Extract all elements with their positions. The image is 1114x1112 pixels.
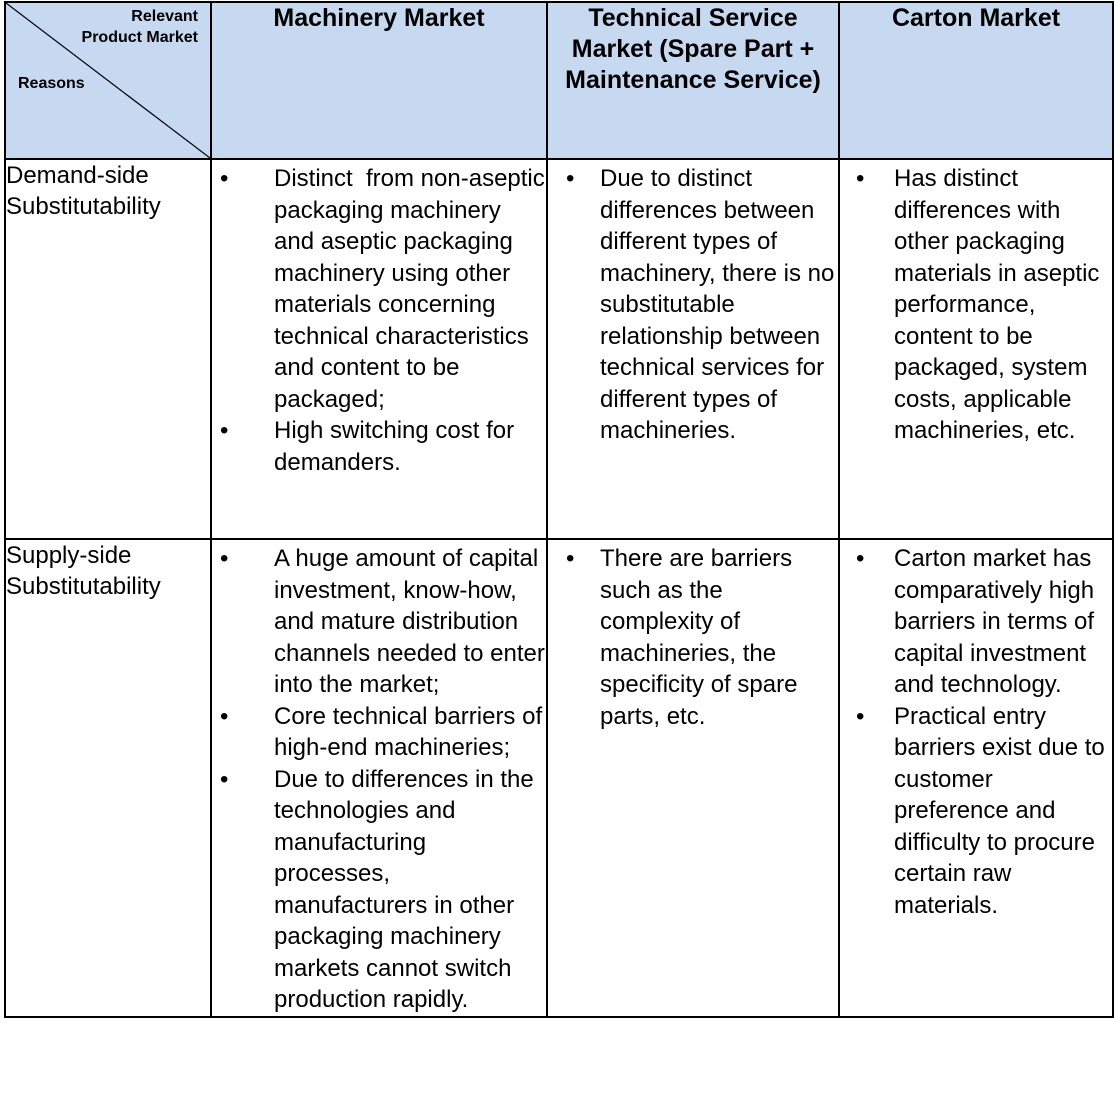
bullet-icon: • — [220, 417, 229, 444]
table-row-demand-side — [5, 159, 1113, 539]
list-item: • A huge amount of capital investment, know-how, and mature distribution channels needed to enter into the market; — [220, 545, 545, 698]
cell-supply-carton — [839, 539, 1113, 1017]
list-item: • Due to differences in the technologies and manufacturing processes, manufacturers in other packaging machinery markets cannot switch production rapidly. — [220, 765, 534, 1013]
bullet-icon: • — [220, 702, 229, 730]
market-analysis-table — [4, 1, 1114, 1018]
corner-header-cell — [5, 2, 211, 159]
bullet-icon: • — [566, 165, 575, 192]
bullet-icon: • — [220, 765, 229, 793]
bullet-list — [548, 160, 838, 447]
bullet-icon: • — [856, 702, 865, 730]
bullet-list — [840, 540, 1112, 921]
row-label-demand-side: Demand-side Substitutability — [5, 159, 211, 539]
list-item: • Distinct from non-aseptic packaging machinery and aseptic packaging machinery using other materials concerning technical characteristics and content to be packaged; — [220, 165, 552, 413]
column-header-machinery: Machinery Market — [211, 2, 547, 159]
bullet-list — [548, 540, 838, 732]
list-item: • Core technical barriers of high-end machineries; — [220, 702, 543, 761]
corner-header-bottom-label: Reasons — [18, 75, 85, 92]
bullet-icon: • — [856, 165, 865, 192]
bullet-icon: • — [566, 545, 575, 572]
list-item: • Due to distinct differences between different types of machinery, there is no substitutable relationship between technical services for different types of machineries. — [566, 165, 835, 444]
bullet-list — [212, 540, 546, 1016]
list-item: • There are barriers such as the complexity of machineries, the specificity of spare parts, etc. — [566, 545, 798, 730]
column-header-technical-service — [547, 2, 839, 159]
cell-demand-carton — [839, 159, 1113, 539]
bullet-icon: • — [220, 545, 229, 572]
column-header-carton: Carton Market — [839, 2, 1113, 159]
list-item: • Has distinct differences with other packaging materials in aseptic performance, content to be packaged, system costs, applicable machineries, etc. — [856, 165, 1100, 444]
bullet-icon: • — [856, 545, 865, 572]
table-row-supply-side — [5, 539, 1113, 1017]
cell-demand-machinery — [211, 159, 552, 539]
list-item: • Carton market has comparatively high barriers in terms of capital investment and technology. — [856, 545, 1095, 698]
column-header-technical-service-label: Technical Service Market (Spare Part + Maintenance Service) — [565, 4, 821, 94]
bullet-icon: • — [220, 165, 229, 192]
bullet-list — [840, 160, 1112, 447]
list-item: • Practical entry barriers exist due to customer preference and difficulty to procure certain raw materials. — [856, 702, 1105, 919]
cell-supply-service — [547, 539, 839, 1017]
bullet-list — [212, 160, 552, 478]
cell-supply-machinery — [211, 539, 547, 1017]
header-row — [5, 2, 1113, 159]
list-item: • High switching cost for demanders. — [220, 417, 515, 476]
cell-demand-service — [547, 159, 839, 539]
corner-header-top-label: Relevant Product Market — [81, 8, 198, 46]
row-label-supply-side: Supply-side Substitutability — [5, 539, 211, 1017]
